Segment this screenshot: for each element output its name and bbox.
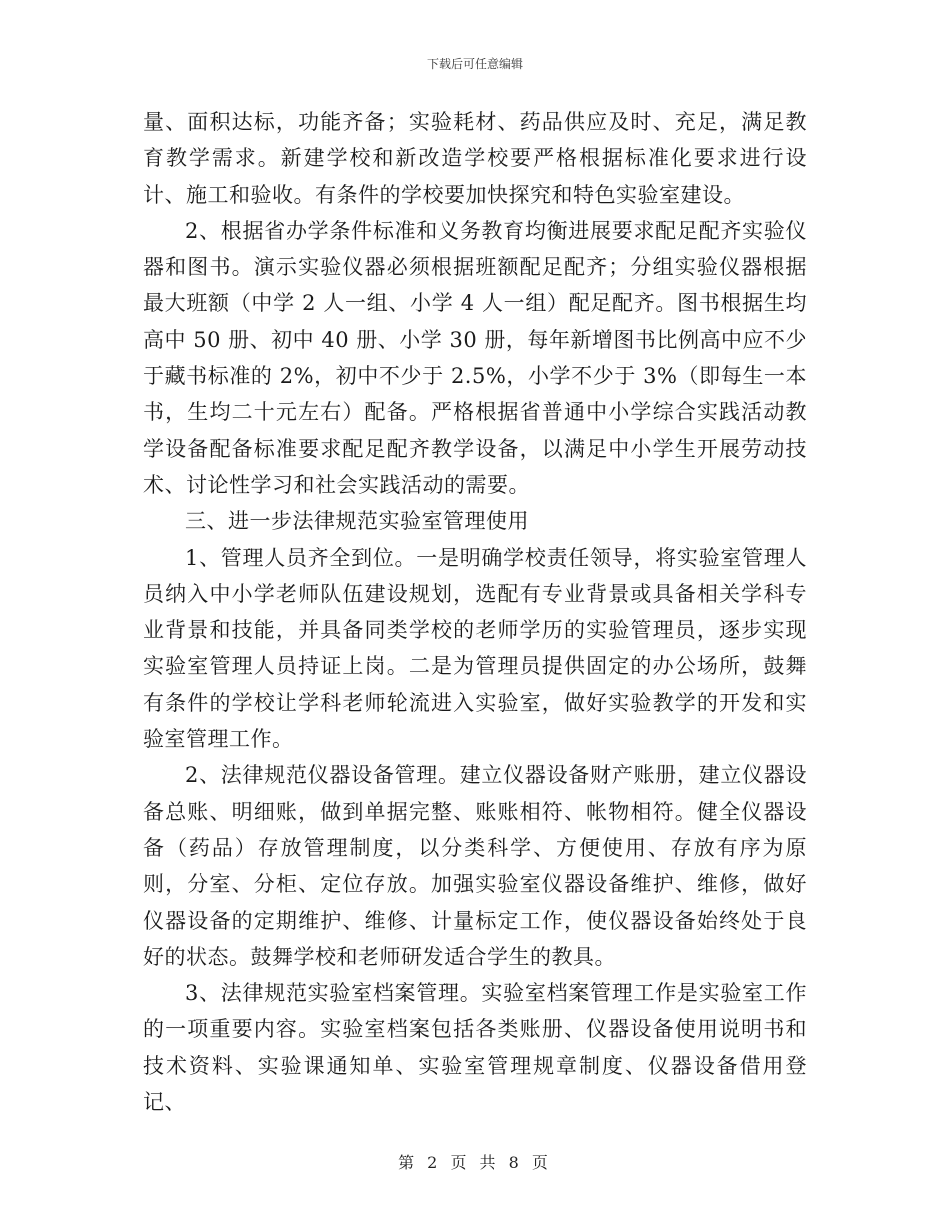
paragraph-5: 3、法律规范实验室档案管理。实验室档案管理工作是实验室工作的一项重要内容。实验室档案包括各类账册、仪器设备使用说明书和技术资料、实验课通知单、实验室管理规章制度、仪器设备借用登记、 [143,981,807,1115]
document-body [143,104,807,1120]
paragraph-1: 量、面积达标，功能齐备；实验耗材、药品供应及时、充足，满足教育教学需求。新建学校和新改造学校要严格根据标准化要求进行设计、施工和验收。有条件的学校要加快探究和特色实验室建设。 [143,110,807,207]
page-number: 第 2 页 共 8 页 [398,1153,552,1172]
paragraph-3: 1、管理人员齐全到位。一是明确学校责任领导，将实验室管理人员纳入中小学老师队伍建设规划，选配有专业背景或具备相关学科专业背景和技能，并具备同类学校的老师学历的实验管理员，逐步实现实验室管理人员持证上岗。二是为管理员提供固定的办公场所，鼓舞有条件的学校让学科老师轮流进入实验室，做好实验教学的开发和实验室管理工作。 [143,545,807,752]
section-heading: 三、进一步法律规范实验室管理使用 [185,509,529,534]
paragraph-2: 2、根据省办学条件标准和义务教育均衡进展要求配足配齐实验仪器和图书。演示实验仪器必须根据班额配足配齐；分组实验仪器根据最大班额（中学 2 人一组、小学 4 人一组）配足配齐。图书根据生均高中 50 册、初中 40 册、小学 30 册，每年新增图书比例高中应不少于藏书标准的 2%，初中不少于 2.5%，小学不少于 3%（即每生一本书，生均二十元左右）配备。严格根据省普通中小学综合实践活动教学设备配备标准要求配足配齐教学设备，以满足中小学生开展劳动技术、讨论性学习和社会实践活动的需要。 [143,218,807,497]
page-header: 下载后可任意编辑 [426,57,523,71]
paragraph-4: 2、法律规范仪器设备管理。建立仪器设备财产账册，建立仪器设备总账、明细账，做到单据完整、账账相符、帐物相符。健全仪器设备（药品）存放管理制度，以分类科学、方便使用、存放有序为原则，分室、分柜、定位存放。加强实验室仪器设备维护、维修，做好仪器设备的定期维护、维修、计量标定工作，使仪器设备始终处于良好的状态。鼓舞学校和老师研发适合学生的教具。 [143,763,807,969]
